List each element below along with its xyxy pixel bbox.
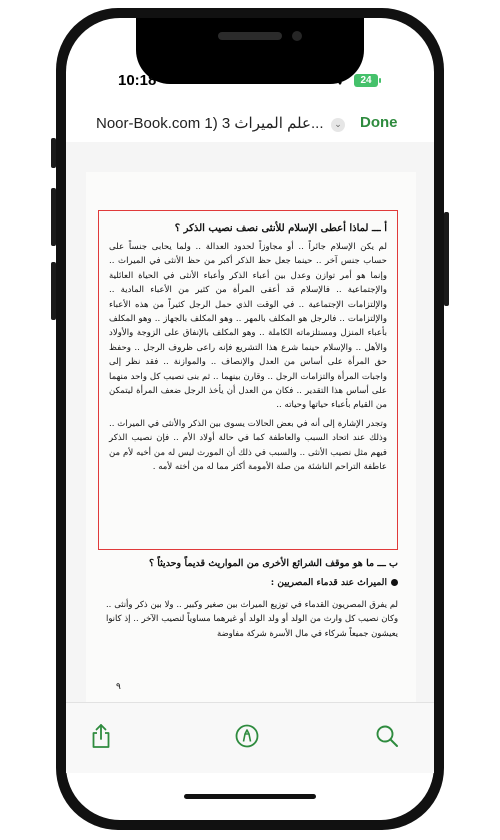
side-button-left-3: [51, 262, 56, 320]
status-time: 10:18: [118, 72, 157, 89]
battery-icon: 24: [354, 74, 378, 87]
subheading-text: الميراث عند قدماء المصريين :: [270, 577, 387, 588]
camera: [292, 31, 302, 41]
subheading: [106, 575, 398, 591]
speaker: [218, 32, 282, 40]
section-a-paragraph-2: وتجدر الإشارة إلى أنه في بعض الحالات يسوى بين الذكر والأنثى في الميراث .. وذلك عند اتحاد السبب والعاطفة كما في حالة أولاد الأم .. فإن نصيب الذكر فيهم مثل نصيب الأنثى .. والسبب في ذلك أن المورث ليس له من أخيه لأم من عاطفة التراحم الناشئة من صلة الأمومة أكثر مما له من أخته لأمه .: [109, 418, 387, 473]
bullet-icon: [391, 579, 398, 586]
document-title[interactable]: Noor-Book.com علم الميراث 3 (1...: [96, 115, 324, 132]
bottom-toolbar: [66, 702, 434, 773]
side-button-right: [444, 212, 449, 306]
home-indicator[interactable]: [184, 794, 316, 799]
section-a-heading: أ ـــ لماذا أعطى الإسلام للأنثى نصف نصيب الذكر ؟: [174, 223, 387, 234]
markup-icon[interactable]: [232, 721, 262, 751]
search-icon[interactable]: [372, 721, 402, 751]
chevron-down-icon[interactable]: ⌄: [331, 118, 345, 132]
share-icon[interactable]: [86, 721, 116, 751]
navigation-bar: [66, 108, 434, 143]
highlighted-region: [98, 210, 398, 550]
done-button[interactable]: Done: [360, 114, 398, 131]
section-a-paragraph-1: لم يكن الإسلام جائراً .. أو مجاوزاً لحدود العدالة .. ولما يحابى جنساً على حساب جنس آخر .. حينما جعل حظ الذكر أكبر من حظ الأنثى في الميراث .. وإنما هو أمر توازن وعدل بين أعباء الذكر وأعباء الأنثى في الحياة العائلية والإجتماعية .. فالإسلام قد أعفى المرأة من كثير من الأعباء المادية .. والإلتزامات الإجتماعية .. في الوقت الذي حمل الرجل كثيراً من هذه الأعباء والإلتزامات .. فالرجل هو المكلف بالمهر .. وهو المكلف بالجهاز .. وهو المكلف بأعباء المنزل ومستلزماته الكاملة .. وهو المكلف بالإنفاق على الزوجة والأولاد والأهل .. والإسلام حينما شرع هذا التشريع فإنه راعى ظروف الرجل .. وحفظ حق المرأة على أساس من العدل والإنصاف .. والموازنة .. فقد نظر إلى واجبات المرأة والتزامات الرجل .. وقارن بينهما .. ثم بنى نصيب كل واحد منهما على أساس هذا التقدير .. فكان من العدل أن يأخذ الرجل ضعف المرأة ليتمكن من القيام بأعباء حياتها وحياته ..: [109, 242, 387, 411]
section-b-heading: ب ـــ ما هو موقف الشرائع الأخرى من المواريث قديماً وحديثاً ؟: [148, 558, 398, 569]
page-number: ٩: [116, 682, 121, 692]
side-button-left-1: [51, 138, 56, 168]
section-b: [106, 556, 398, 640]
signal-icon: ....: [312, 77, 330, 87]
section-b-paragraph: لم يفرق المصريون القدماء في توزيع الميراث بين صغير وكبير .. ولا بين ذكر وأنثى .. وكان نصيب كل وارث من الولد أو ولد الولد أو غيرهما مساوياً لنصيب الآخر .. إذ كانوا يعيشون جميعاً شركاء في مال الأسرة شركة مفاوضة: [106, 599, 398, 638]
side-button-left-2: [51, 188, 56, 246]
status-icons: [312, 72, 386, 90]
wifi-icon: [332, 73, 348, 87]
